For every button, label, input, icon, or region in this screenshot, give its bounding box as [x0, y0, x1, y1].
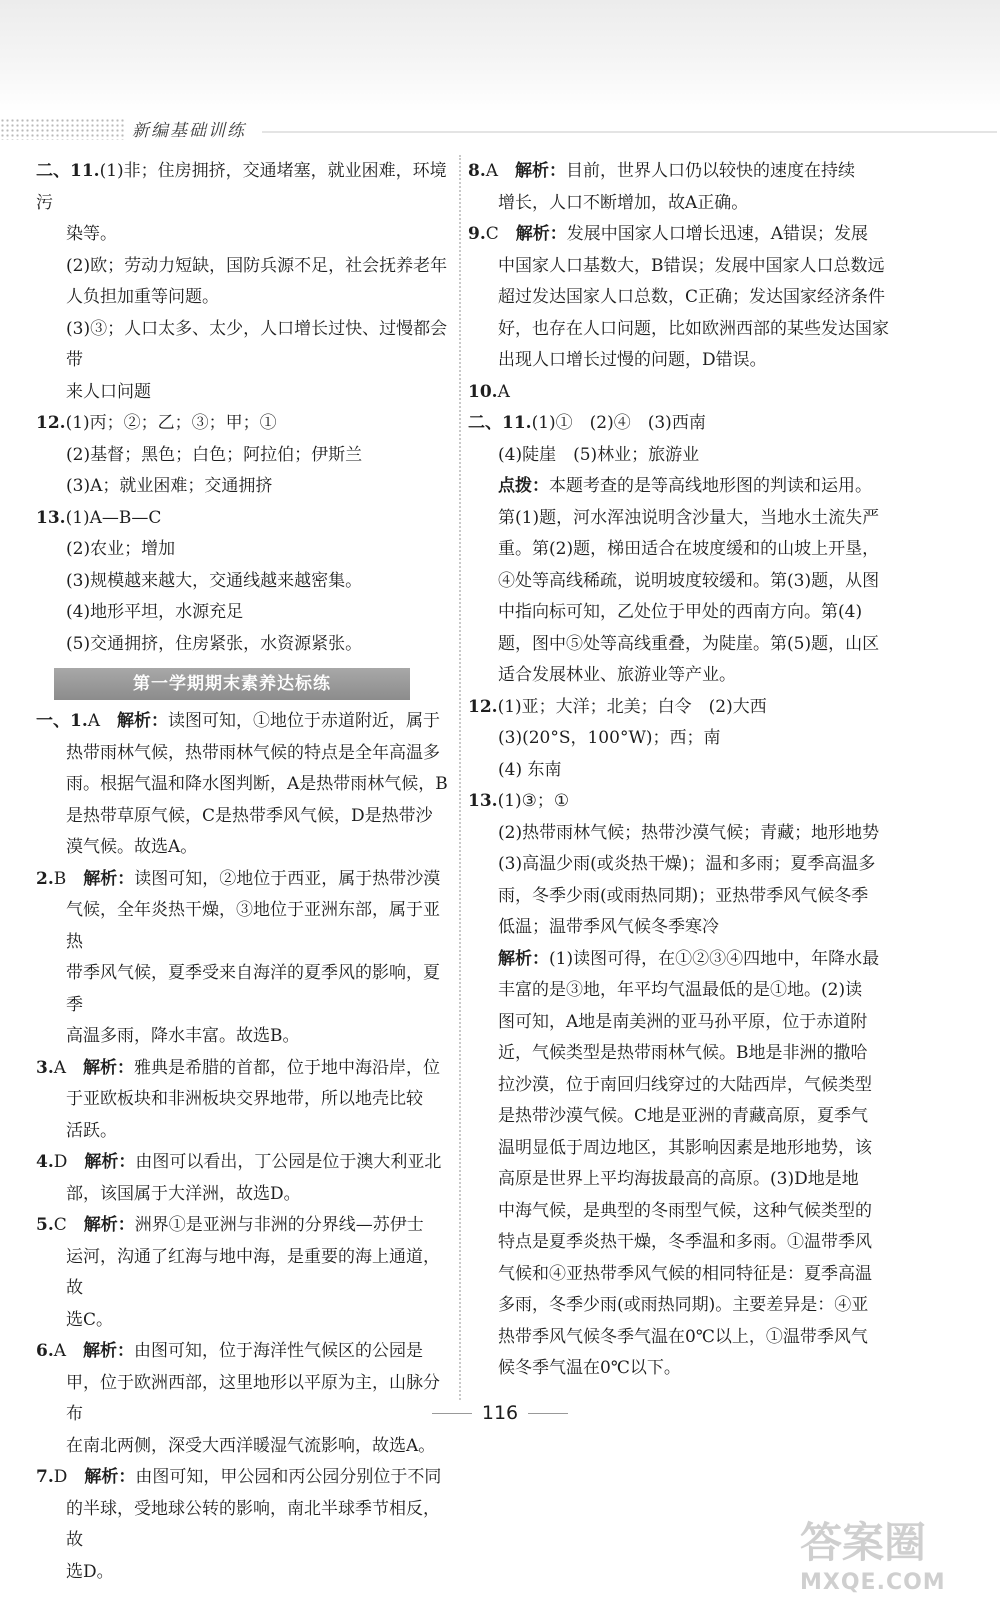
- answer-line: [468, 1259, 960, 1291]
- analysis-label: 解析：: [84, 1467, 136, 1487]
- analysis-label: 解析：: [515, 224, 567, 244]
- answer-line: [36, 219, 452, 251]
- answer-text: 题，图中⑤处等高线重叠，为陡崖。第(5)题，山区: [498, 633, 880, 654]
- page-number-right-rule: [528, 1413, 568, 1414]
- answer-text: 超过发达国家人口总数，C正确；发达国家经济条件: [498, 287, 886, 307]
- answer-text: 选D。: [66, 1561, 114, 1582]
- question-number: 二、11.: [468, 413, 532, 433]
- analysis-label: 解析：: [84, 1152, 136, 1172]
- answer-text: 中国家人口基数大，B错误；发展中国家人口总数远: [498, 255, 885, 276]
- answer-line: [468, 345, 960, 377]
- answer-line: [36, 958, 452, 1021]
- answer-text: 是热带沙漠气候。C地是亚洲的青藏高原，夏季气: [498, 1106, 869, 1126]
- answer-line: [468, 251, 960, 283]
- answer-line: [36, 864, 452, 896]
- answer-line: [468, 377, 960, 409]
- answer-line: [468, 1007, 960, 1039]
- answer-text: 发展中国家人口增长迅速，A错误；发展: [566, 224, 869, 244]
- answer-text: 运河，沟通了红海与地中海，是重要的海上通道，故: [66, 1246, 440, 1298]
- question-number: 12.: [468, 696, 498, 717]
- answer-text: 染等。: [66, 224, 117, 244]
- answer-line: [36, 1021, 452, 1053]
- question-number: 13.: [468, 791, 498, 811]
- analysis-label: 点拨：: [498, 476, 549, 496]
- answer-text: 气候，全年炎热干燥，③地位于亚洲东部，属于亚热: [66, 900, 440, 952]
- answer-line: [36, 1494, 452, 1557]
- answer-text: (4) 东南: [498, 759, 562, 780]
- answer-line: [36, 314, 452, 377]
- answer-text: 低温；温带季风气候冬季寒冷: [498, 917, 719, 937]
- header-dot-pattern: [0, 118, 125, 140]
- answer-text: 目前，世界人口仍以较快的速度在持续: [566, 161, 856, 181]
- answer-text: 丰富的是③地，年平均气温最低的是①地。(2)读: [498, 980, 863, 1000]
- question-number: 10.: [468, 381, 498, 402]
- answer-text: 中指向标可知，乙处位于甲处的西南方向。第(4): [498, 602, 863, 622]
- answer-text: 好，也存在人口问题，比如欧洲西部的某些发达国家: [498, 318, 889, 339]
- answer-choice: D: [53, 1152, 68, 1172]
- answer-line: [36, 1084, 452, 1116]
- watermark-logo-text: 答案圈: [800, 1518, 927, 1567]
- answer-line: [468, 755, 960, 787]
- answer-line: [36, 251, 452, 283]
- answer-text: 近，气候类型是热带雨林气候。B地是非洲的撒哈: [498, 1043, 868, 1063]
- answer-text: 温明显低于周边地区，其影响因素是地形地势，该: [498, 1137, 872, 1158]
- answer-text: 读图可知，②地位于西亚，属于热带沙漠: [134, 868, 441, 889]
- answer-text: 多雨，冬季少雨(或雨热同期)。主要差异是：④亚: [498, 1295, 869, 1315]
- scan-top-band: [0, 0, 1000, 112]
- answer-line: [36, 1305, 452, 1337]
- answer-text: (1)亚；大洋；北美；白令 (2)大西: [497, 696, 767, 717]
- answer-line: [36, 738, 452, 770]
- question-number: 9.: [468, 224, 486, 244]
- answer-choice: A: [53, 1057, 67, 1078]
- page-number-left-rule: [432, 1413, 472, 1414]
- answer-line: [36, 1557, 452, 1589]
- answer-line: [36, 534, 452, 566]
- column-divider: [459, 155, 461, 1400]
- answer-text: 第(1)题，河水浑浊说明含沙量大，当地水土流失严: [498, 507, 880, 528]
- answer-text: 选C。: [66, 1309, 114, 1330]
- answer-text: (3)高温少雨(或炎热干燥)；温和多雨；夏季高温多: [498, 854, 876, 874]
- answer-line: [36, 503, 452, 535]
- answer-choice: A: [485, 161, 499, 181]
- answer-text: (2)农业；增加: [66, 539, 176, 559]
- answer-line: [468, 1133, 960, 1165]
- answer-choice: D: [53, 1467, 68, 1487]
- answer-line: [36, 408, 452, 440]
- answer-text: (1)读图可得，在①②③④四地中，年降水最: [549, 948, 880, 969]
- answer-line: [468, 1070, 960, 1102]
- question-number: 3.: [36, 1057, 54, 1078]
- left-column: [36, 156, 452, 1588]
- section-banner: 第一学期期末素养达标练: [54, 668, 410, 700]
- answer-line: [468, 786, 960, 818]
- question-number: 二、11.: [36, 161, 100, 181]
- answer-text: (2)热带雨林气候；热带沙漠气候；青藏；地形地势: [498, 822, 880, 843]
- question-number: 7.: [36, 1467, 54, 1487]
- answer-line: [468, 975, 960, 1007]
- answer-line: [468, 912, 960, 944]
- answer-line: [36, 471, 452, 503]
- answer-line: [36, 895, 452, 958]
- answer-text: (3)(20°S，100°W)；西；南: [498, 728, 721, 748]
- answer-line: [468, 440, 960, 472]
- answer-line: [468, 188, 960, 220]
- answer-text: 高温多雨，降水丰富。故选B。: [66, 1026, 300, 1046]
- page-number-text: 116: [481, 1402, 519, 1424]
- answer-line: [36, 1210, 452, 1242]
- answer-line: [468, 818, 960, 850]
- answer-line: [36, 566, 452, 598]
- answer-line: [36, 282, 452, 314]
- answer-line: [36, 156, 452, 219]
- answer-text: 热带季风气候冬季气温在0℃以上，①温带季风气: [498, 1326, 868, 1347]
- answer-line: [468, 471, 960, 503]
- answer-line: [36, 1147, 452, 1179]
- answer-line: [468, 314, 960, 346]
- answer-line: [468, 408, 960, 440]
- answer-line: [468, 156, 960, 188]
- watermark-url: MXQE.COM: [800, 1570, 946, 1595]
- answer-text: 本题考查的是等高线地形图的判读和运用。: [549, 476, 872, 496]
- answer-text: (5)交通拥挤，住房紧张，水资源紧张。: [66, 633, 363, 654]
- answer-text: 高原是世界上平均海拔最高的高原。(3)D地是地: [498, 1169, 859, 1189]
- analysis-label: 解析：: [117, 711, 169, 731]
- question-number: 一、1.: [36, 711, 88, 731]
- answer-text: 重。第(2)题，梯田适合在坡度缓和的山坡上开垦，: [498, 539, 880, 559]
- answer-text: 在南北两侧，深受大西洋暖湿气流影响，故选A。: [66, 1435, 436, 1456]
- answer-text: 由图可以看出，丁公园是位于澳大利亚北: [135, 1152, 442, 1172]
- answer-text: (3)③；人口太多、太少，人口增长过快、过慢都会带: [66, 318, 448, 370]
- answer-line: [468, 1196, 960, 1228]
- answer-text: (2)欧；劳动力短缺，国防兵源不足，社会抚养老年: [66, 255, 448, 276]
- answer-line: [468, 1038, 960, 1070]
- answer-text: 增长，人口不断增加，故A正确。: [498, 192, 749, 213]
- answer-line: [36, 832, 452, 864]
- answer-text: 由图可知，位于海洋性气候区的公园是: [134, 1341, 424, 1361]
- answer-text: (1)非；住房拥挤，交通堵塞，就业困难，环境污: [36, 161, 447, 213]
- answer-text: 的半球，受地球公转的影响，南北半球季节相反，故: [66, 1498, 440, 1550]
- answer-text: A: [497, 381, 510, 402]
- answer-text: 是热带草原气候，C是热带季风气候，D是热带沙: [66, 805, 433, 826]
- answer-line: [468, 881, 960, 913]
- answer-text: (1)③；①: [497, 791, 570, 811]
- watermark: [800, 1510, 990, 1595]
- answer-text: 洲界①是亚洲与非洲的分界线—苏伊士: [134, 1215, 424, 1235]
- answer-text: (3)A；就业困难；交通拥挤: [66, 476, 273, 496]
- answer-text: (4)地形平坦，水源充足: [66, 602, 244, 622]
- analysis-label: 解析：: [83, 1057, 135, 1078]
- answer-choice: A: [53, 1341, 67, 1361]
- answer-text: (3)规模越来越大，交通线越来越密集。: [66, 570, 363, 591]
- answer-line: [468, 534, 960, 566]
- answer-line: [36, 769, 452, 801]
- answer-text: 带季风气候，夏季受来自海洋的夏季风的影响，夏季: [66, 963, 440, 1015]
- answer-line: [468, 723, 960, 755]
- answer-line: [36, 706, 452, 738]
- answer-line: [468, 1322, 960, 1354]
- answer-line: [36, 1431, 452, 1463]
- analysis-label: 解析：: [498, 948, 549, 969]
- answer-line: [36, 629, 452, 661]
- answer-text: (1)A—B—C: [65, 507, 162, 528]
- answer-text: 人负担加重等问题。: [66, 287, 219, 307]
- answer-text: 雨，冬季少雨(或雨热同期)；亚热带季风气候冬季: [498, 885, 869, 906]
- answer-line: [468, 566, 960, 598]
- answer-text: 候冬季气温在0℃以下。: [498, 1358, 681, 1378]
- answer-choice: C: [53, 1215, 67, 1235]
- question-number: 5.: [36, 1215, 54, 1235]
- answer-choice: C: [485, 224, 499, 244]
- answer-text: 来人口问题: [66, 381, 151, 402]
- answer-line: [468, 597, 960, 629]
- answer-text: 部，该国属于大洋洲，故选D。: [66, 1183, 301, 1204]
- question-number: 13.: [36, 507, 66, 528]
- answer-line: [36, 597, 452, 629]
- answer-line: [36, 1242, 452, 1305]
- answer-line: [468, 503, 960, 535]
- answer-line: [36, 801, 452, 833]
- answer-text: 由图可知，甲公园和丙公园分别位于不同: [135, 1467, 442, 1487]
- answer-text: 拉沙漠，位于南回归线穿过的大陆西岸，气候类型: [498, 1074, 872, 1095]
- answer-text: 雅典是希腊的首都，位于地中海沿岸，位: [134, 1057, 441, 1078]
- answer-line: [36, 1336, 452, 1368]
- question-number: 12.: [36, 413, 66, 433]
- right-column: [468, 156, 960, 1385]
- analysis-label: 解析：: [83, 868, 135, 889]
- answer-text: 于亚欧板块和非洲板块交界地带，所以地壳比较: [66, 1089, 423, 1109]
- answer-text: 适合发展林业、旅游业等产业。: [498, 665, 736, 685]
- answer-text: 中海气候，是典型的冬雨型气候，这种气候类型的: [498, 1200, 872, 1221]
- answer-text: (4)陡崖 (5)林业；旅游业: [498, 444, 700, 465]
- answer-choice: A: [87, 711, 101, 731]
- answer-line: [468, 1290, 960, 1322]
- answer-line: [468, 629, 960, 661]
- answer-choice: B: [53, 868, 67, 889]
- answer-line: [468, 692, 960, 724]
- answer-text: ④处等高线稀疏，说明坡度较缓和。第(3)题，从图: [498, 570, 880, 591]
- answer-line: [468, 944, 960, 976]
- answer-text: 漠气候。故选A。: [66, 837, 198, 857]
- book-series-title: 新编基础训练: [132, 121, 246, 141]
- answer-line: [468, 849, 960, 881]
- question-number: 4.: [36, 1152, 54, 1172]
- answer-text: 读图可知，①地位于赤道附近，属于: [168, 711, 441, 731]
- question-number: 8.: [468, 161, 486, 181]
- answer-text: 甲，位于欧洲西部，这里地形以平原为主，山脉分布: [66, 1372, 440, 1424]
- answer-line: [36, 377, 452, 409]
- answer-line: [468, 1101, 960, 1133]
- analysis-label: 解析：: [515, 161, 567, 181]
- analysis-label: 解析：: [83, 1215, 135, 1235]
- answer-text: (2)基督；黑色；白色；阿拉伯；伊斯兰: [66, 444, 363, 465]
- answer-text: 出现人口增长过慢的问题，D错误。: [498, 350, 767, 370]
- question-number: 6.: [36, 1341, 54, 1361]
- header-rule: [262, 131, 997, 133]
- answer-text: 特点是夏季炎热干燥，冬季温和多雨。①温带季风: [498, 1232, 872, 1252]
- answer-text: (1)丙；②；乙；③；甲；①: [65, 413, 277, 433]
- answer-line: [468, 219, 960, 251]
- answer-line: [468, 1353, 960, 1385]
- answer-line: [468, 282, 960, 314]
- answer-line: [36, 440, 452, 472]
- answer-text: 图可知，A地是南美洲的亚马孙平原，位于赤道附: [498, 1011, 868, 1032]
- question-number: 2.: [36, 868, 54, 889]
- answer-line: [36, 1179, 452, 1211]
- answer-text: 活跃。: [66, 1120, 117, 1141]
- answer-text: 气候和④亚热带季风气候的相同特征是：夏季高温: [498, 1263, 872, 1284]
- answer-text: (1)① (2)④ (3)西南: [531, 413, 706, 433]
- answer-line: [468, 1164, 960, 1196]
- page-number: [0, 1402, 1000, 1424]
- answer-line: [36, 1053, 452, 1085]
- answer-line: [36, 1462, 452, 1494]
- answer-line: [468, 660, 960, 692]
- analysis-label: 解析：: [83, 1341, 135, 1361]
- answer-line: [36, 1116, 452, 1148]
- answer-text: 热带雨林气候，热带雨林气候的特点是全年高温多: [66, 742, 440, 763]
- answer-text: 雨。根据气温和降水图判断，A是热带雨林气候，B: [66, 774, 448, 794]
- answer-line: [468, 1227, 960, 1259]
